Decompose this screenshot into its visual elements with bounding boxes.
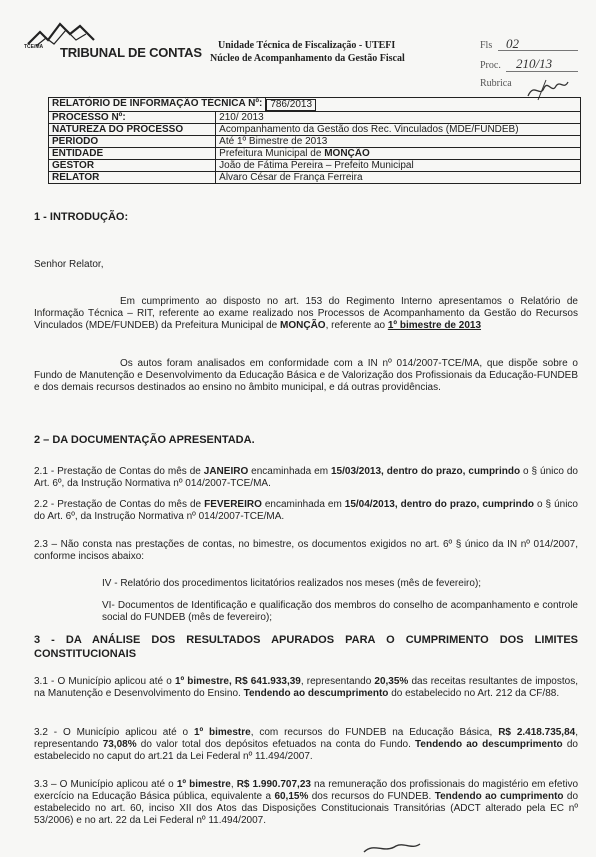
unit-title: Unidade Técnica de Fiscalização - UTEFI <box>218 40 396 51</box>
manager-value: João de Fátima Pereira – Prefeito Municipal <box>216 160 581 172</box>
report-value: 786/2013 <box>266 98 581 112</box>
paragraph-intro: Em cumprimento ao disposto no art. 153 do Regimento Interno apresentamos o Relatório de Informação Técnica – RIT, referente ao exame realizado nos Processos de Acompanhamento da Gestão do Recursos Vinculados (MDE/FUNDEB) da Prefeitura Municipal de MONÇÃO, referente ao 1º bimestre de 2013 <box>34 296 578 331</box>
paragraph-2-2: 2.2 - Prestação de Contas do mês de FEVEREIRO encaminhada em 15/04/2013, dentro do prazo, cumprindo o § único do Art. 6º, da Instrução Normativa nº 014/2007-TCE/MA. <box>34 499 578 522</box>
list-item-iv: IV - Relatório dos procedimentos licitatórios realizados nos meses (mês de fevereiro); <box>102 578 482 589</box>
info-table <box>48 97 581 184</box>
stamp-fls-label: Fls <box>480 40 493 51</box>
reporter-label: RELATOR <box>49 172 216 184</box>
nature-label: NATUREZA DO PROCESSO <box>49 124 216 136</box>
stamp-proc-label: Proc. <box>480 60 501 71</box>
logo-small-text: TCE/MA <box>24 44 44 50</box>
table-row <box>49 98 581 112</box>
process-value: 210/ 2013 <box>216 112 581 124</box>
table-row <box>49 172 581 184</box>
stamp-fls-value: 02 <box>506 36 519 51</box>
org-name: TRIBUNAL DE CONTAS <box>60 45 202 60</box>
paragraph-3-2: 3.2 - O Município aplicou até o 1º bimestre, com recursos do FUNDEB na Educação Básica, R$ 2.418.735,84, representando 73,08% do valor total dos depósitos efetuados na conta do Fundo. Tendendo ao descumprimento do estabelecido no caput do art.21 da Lei Federal nº 11.494/2007. <box>34 727 578 762</box>
handwritten-mark-icon <box>360 838 440 856</box>
section-1-title: 1 - INTRODUÇÃO: <box>34 211 129 223</box>
manager-label: GESTOR <box>49 160 216 172</box>
paragraph-3-1: 3.1 - O Município aplicou até o 1º bimestre, R$ 641.933,39, representando 20,35% das receitas resultantes de impostos, na Manutenção e Desenvolvimento do Ensino. Tendendo ao descumprimento do estabelecido no Art. 212 da CF/88. <box>34 676 578 699</box>
salutation: Senhor Relator, <box>34 259 104 270</box>
stamp-rubrica-label: Rubrica <box>480 78 512 89</box>
entity-value: Prefeitura Municipal de MONÇÃO <box>216 148 581 160</box>
table-row <box>49 136 581 148</box>
process-label: PROCESSO Nº: <box>49 112 216 124</box>
entity-label: ENTIDADE <box>49 148 216 160</box>
stamp-proc-line <box>506 71 578 72</box>
reporter-value: Álvaro César de França Ferreira <box>216 172 581 184</box>
table-row <box>49 160 581 172</box>
period-label: PERÍODO <box>49 136 216 148</box>
stamp-fls-line <box>498 50 578 51</box>
section-2-title: 2 – DA DOCUMENTAÇÃO APRESENTADA. <box>34 434 255 446</box>
table-row <box>49 124 581 136</box>
report-label: RELATÓRIO DE INFORMAÇÃO TÉCNICA Nº: <box>49 98 266 112</box>
paragraph-3-3: 3.3 – O Município aplicou até o 1º bimestre, R$ 1.990.707,23 na remuneração dos profissionais do magistério em efetivo exercício na Educação Básica pública, equivalente a 60,15% dos recursos do FUNDEB. Tendendo ao cumprimento do estabelecido no art. 60, inciso XII dos Atos das Disposições Constitucionais Transitórias (ADCT alterado pela EC nº 53/2006) e no art. 22 da Lei Federal nº 11.494/2007. <box>34 779 579 826</box>
paragraph-2-1: 2.1 - Prestação de Contas do mês de JANEIRO encaminhada em 15/03/2013, dentro do prazo, cumprindo o § único do Art. 6º, da Instrução Normativa nº 014/2007-TCE/MA. <box>34 466 578 489</box>
paragraph-analysis: Os autos foram analisados em conformidade com a IN nº 014/2007-TCE/MA, que dispõe sobre o Fundo de Manutenção e Desenvolvimento da Educação Básica e de Valorização dos Profissionais da Educação-FUNDEB e dos demais recursos destinados ao ensino no âmbito municipal, e dá outras providências. <box>34 358 578 393</box>
list-item-vi: VI- Documentos de Identificação e qualificação dos membros do conselho de acompanhamento e controle social do FUNDEB (mês de fevereiro); <box>102 600 578 623</box>
table-row <box>49 148 581 160</box>
nature-value: Acompanhamento da Gestão dos Rec. Vinculados (MDE/FUNDEB) <box>216 124 581 136</box>
table-row <box>49 112 581 124</box>
section-3-title: 3 - DA ANÁLISE DOS RESULTADOS APURADOS PARA O CUMPRIMENTO DOS LIMITES CONSTITUCIONAIS <box>34 634 578 660</box>
stamp-proc-value: 210/13 <box>516 56 553 71</box>
period-value: Até 1º Bimestre de 2013 <box>216 136 581 148</box>
paragraph-2-3: 2.3 – Não consta nas prestações de contas, no bimestre, os documentos exigidos no art. 6º § único da IN nº 014/2007, conforme incisos abaixo: <box>34 539 578 562</box>
unit-subtitle: Núcleo de Acompanhamento da Gestão Fiscal <box>210 53 405 64</box>
